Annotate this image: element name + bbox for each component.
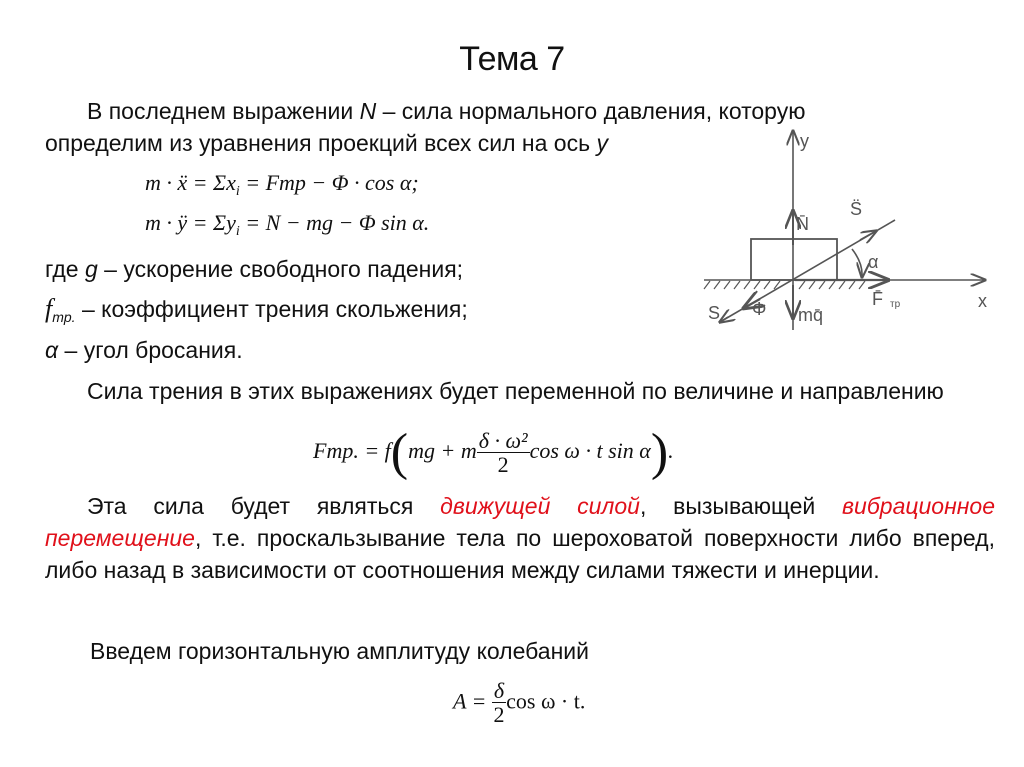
svg-text:mq̄: mq̄: [798, 305, 824, 325]
svg-text:y: y: [800, 131, 809, 151]
svg-text:N̄: N̄: [796, 214, 809, 234]
fraction: $\frac{\text{δ · ω²}}{2}$: [478, 427, 528, 477]
svg-text:x: x: [978, 291, 987, 311]
friction-force-formula: Fmp. = f(mg + m $\frac{\text{δ · ω²}}{2}$ cos ω · t sin α).: [313, 424, 674, 481]
svg-text:S: S: [708, 303, 721, 323]
svg-text:Φ: Φ: [752, 299, 767, 319]
amplitude-formula: A = $\frac{\delta}{2}$ cos ω · t.: [453, 678, 586, 727]
equation-x-projection: m · ẍ = $\Sigma x_i$ = Fmp − Φ · cos α;: [145, 170, 419, 199]
svg-text:α: α: [868, 252, 879, 272]
equation-y-projection: m · ÿ = $\Sigma y_i = N$ − mg − Φ sin α.: [145, 210, 430, 239]
left-paren: (: [390, 424, 409, 481]
force-diagram: [680, 125, 1000, 355]
paragraph-variable-friction: Сила трения в этих выражениях будет переменной по величине и направлению: [87, 378, 944, 404]
paragraph-normal-force-line2: определим из уравнения проекций всех сил на ось y: [45, 130, 608, 156]
slide-title: Тема 7: [459, 40, 565, 78]
svg-text:тр: тр: [890, 299, 901, 310]
svg-text:S̈: S̈: [850, 199, 863, 219]
definition-alpha: α – угол бросания.: [45, 337, 243, 363]
angle-arc: [852, 249, 862, 277]
paragraph-normal-force: В последнем выражении N – сила нормального давления, которую: [87, 98, 806, 124]
right-paren: ): [650, 424, 669, 481]
svg-text:F̄: F̄: [872, 289, 883, 309]
paragraph-amplitude-intro: Введем горизонтальную амплитуду колебаний: [90, 638, 589, 664]
paragraph-driving-force: Эта сила будет являться движущей силой, вызывающей вибрационное перемещение, т.е. проскальзывание тела по шероховатой поверхности либо вперед, либо назад в зависимости от соотношения между силами тяжести и инерции.: [45, 493, 995, 583]
definition-g: где g – ускорение свободного падения;: [45, 256, 464, 282]
fraction: $\frac{\delta}{2}$: [493, 678, 505, 727]
definition-friction-coefficient: $f_{mp.}$ – коэффициент трения скольжения;: [45, 294, 468, 325]
block: [751, 239, 837, 280]
